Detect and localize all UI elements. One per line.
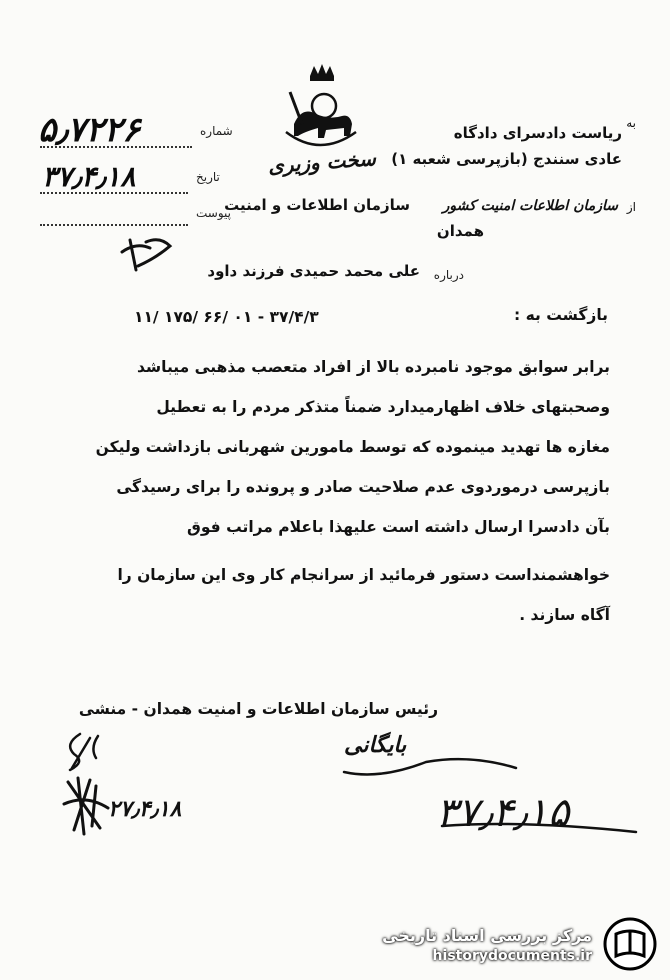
- left-handwritten-date: ۲۷٫۴٫۱۸: [108, 796, 182, 822]
- document-date-value: ۳۷٫۴٫۱۸: [42, 160, 136, 193]
- body-line-3: مغازه ها تهدید مینموده که توسط مامورین شهربانی بازداشت ولیکن: [95, 438, 610, 456]
- body-line-4: بازپرسی درموردوی عدم صلاحیت صادر و پرونده را برای رسیدگی: [116, 478, 610, 496]
- stamp-subtitle: سازمان اطلاعات امنیت کشور: [442, 198, 618, 214]
- from-line-1: سازمان اطلاعات و امنیت: [224, 196, 410, 214]
- body-line-7: آگاه سازند .: [519, 606, 610, 624]
- body-line-6: خواهشمنداست دستور فرمائید از سرانجام کار وی این سازمان را: [117, 566, 610, 584]
- signature-line: رئیس سازمان اطلاعات و امنیت همدان - منشی: [78, 700, 438, 718]
- body-line-2: وصحبتهای خلاف اظهارمیدارد ضمناً متذکر مردم را به تعطیل: [156, 398, 610, 416]
- attachment-label: پیوست: [196, 206, 231, 220]
- to-line-1: ریاست دادسرای دادگاه: [453, 124, 622, 142]
- right-handwritten-date: ۳۷٫۴٫۱۵: [436, 790, 570, 836]
- handwritten-stamp: سخت وزیری: [267, 146, 377, 178]
- archive-logo-icon: [602, 916, 658, 972]
- right-date-strike-icon: [440, 812, 640, 842]
- to-line-2: عادی سنندج (بازپرسی شعبه ۱): [391, 150, 622, 168]
- to-prefix: به: [626, 116, 636, 130]
- reference-label: بازگشت به :: [514, 306, 608, 324]
- body-line-5: بآن دادسرا ارسال داشته است علیهذا باعلام مراتب فوق: [186, 518, 610, 536]
- attachment-dots: [40, 224, 188, 226]
- from-line-2: همدان: [436, 222, 484, 240]
- watermark-name: مرکز بررسی اسناد تاریخی: [382, 926, 592, 945]
- right-note-underline-icon: [340, 752, 520, 782]
- date-label: تاریخ: [196, 170, 220, 184]
- subject-text: علی محمد حمیدی فرزند داود: [207, 262, 420, 280]
- body-line-1: برابر سوابق موجود نامبرده بالا از افراد متعصب مذهبی میباشد: [136, 358, 610, 376]
- reference-text: ۱۱/ ۱۷۵/ ۶۶/ ۰۱ - ۳۷/۴/۳: [134, 308, 319, 326]
- subject-label: درباره: [433, 268, 464, 282]
- watermark-url: historydocuments.ir: [432, 948, 592, 964]
- from-prefix: از: [626, 200, 636, 214]
- initial-signature-icon: [116, 232, 176, 276]
- document-number-value: ۵٫۷۲۲۶: [38, 110, 141, 150]
- lion-and-sun-emblem-icon: [280, 62, 360, 154]
- right-handwritten-note: بایگانی: [344, 732, 407, 758]
- number-label: شماره: [200, 124, 233, 138]
